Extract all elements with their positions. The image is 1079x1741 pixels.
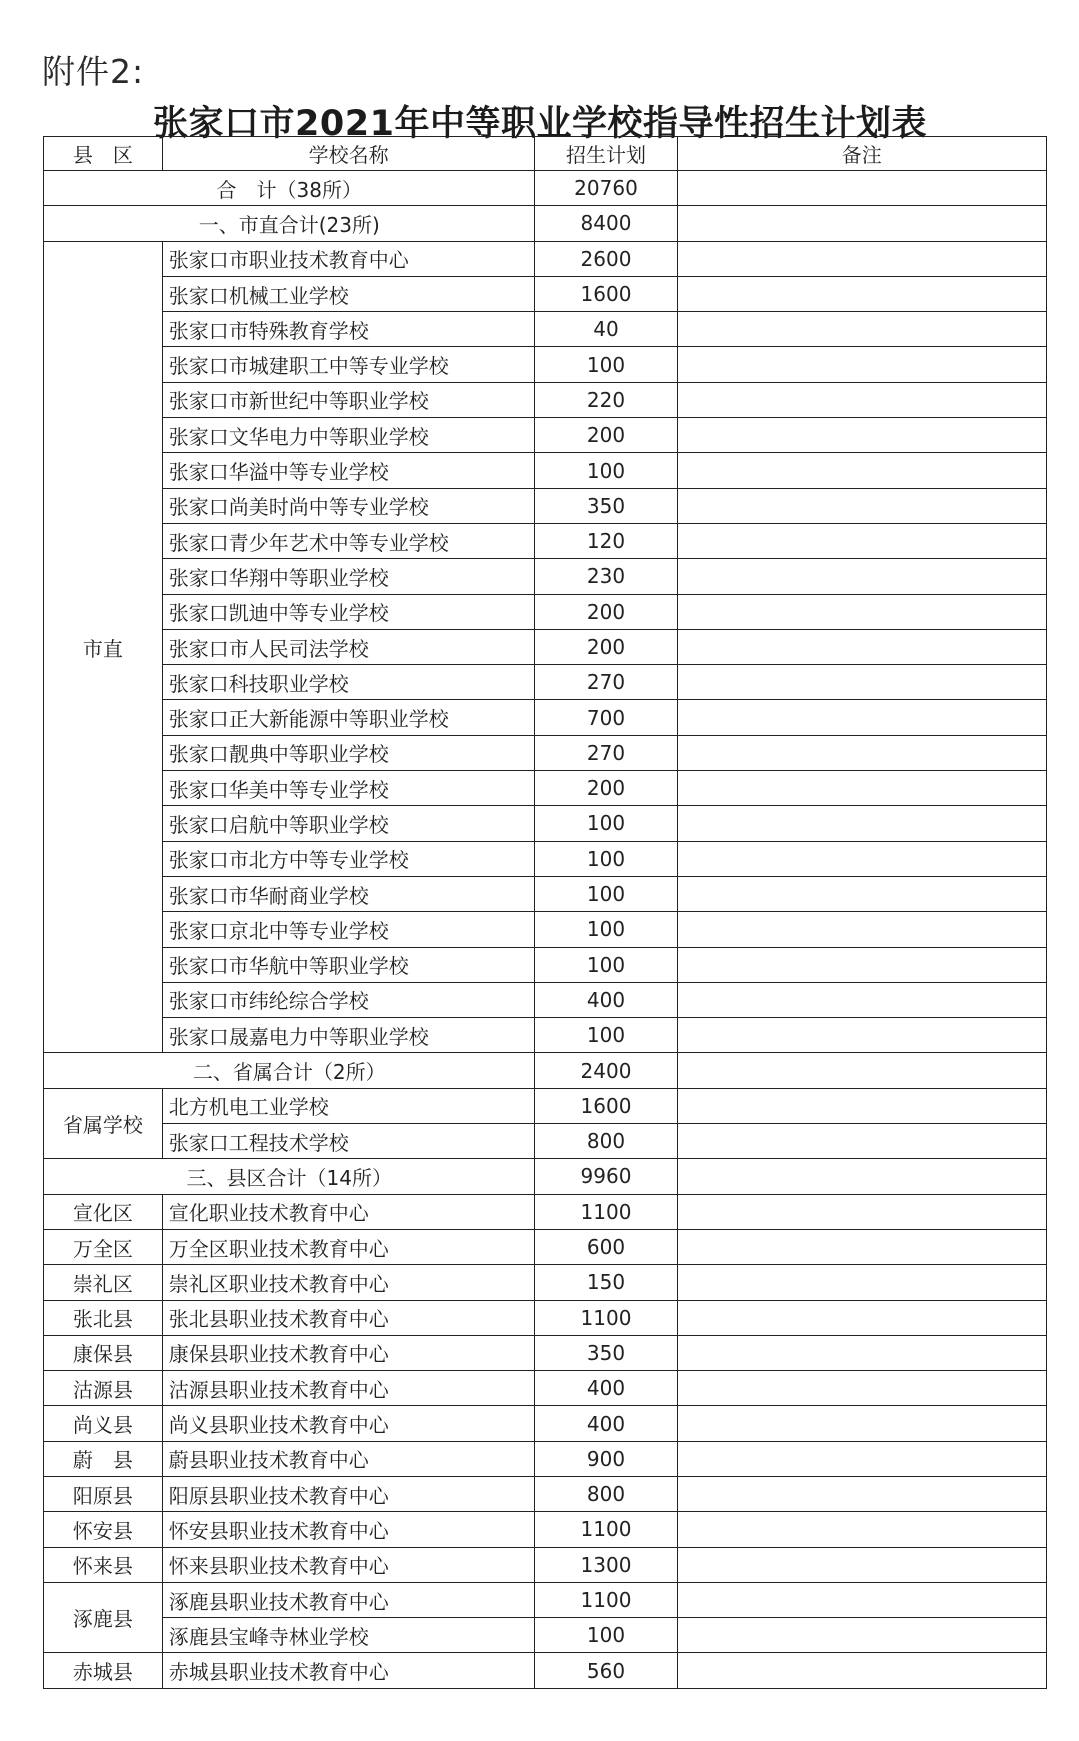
enrollment-plan: 270 (535, 665, 677, 700)
remarks-cell (677, 1512, 1047, 1547)
school-name: 张家口启航中等职业学校 (162, 806, 535, 841)
school-row (44, 1088, 1047, 1123)
enrollment-plan: 200 (535, 418, 677, 453)
document-title: 张家口市2021年中等职业学校指导性招生计划表 (153, 104, 927, 144)
school-row (44, 594, 1047, 629)
remarks-cell (677, 523, 1047, 558)
enrollment-plan: 120 (535, 523, 677, 558)
school-name: 张家口市北方中等专业学校 (162, 841, 535, 876)
school-name: 张北县职业技术教育中心 (162, 1300, 535, 1335)
remarks-cell (677, 912, 1047, 947)
school-name: 张家口市华耐商业学校 (162, 876, 535, 911)
school-row (44, 700, 1047, 735)
county-cell: 市直 (44, 241, 163, 1053)
school-name: 怀安县职业技术教育中心 (162, 1512, 535, 1547)
remarks-cell (677, 700, 1047, 735)
school-row (44, 982, 1047, 1017)
enrollment-plan: 100 (535, 1018, 677, 1053)
school-row (44, 629, 1047, 664)
remarks-cell (677, 1159, 1047, 1194)
enrollment-plan: 2600 (535, 241, 677, 276)
school-row (44, 806, 1047, 841)
enrollment-plan: 100 (535, 947, 677, 982)
school-name: 张家口市特殊教育学校 (162, 312, 535, 347)
school-row (44, 1618, 1047, 1653)
table-body (44, 171, 1047, 1689)
county-cell: 省属学校 (44, 1088, 163, 1159)
table-header-row (44, 137, 1047, 171)
enrollment-plan: 200 (535, 594, 677, 629)
remarks-cell (677, 276, 1047, 311)
county-cell: 张北县 (44, 1300, 163, 1335)
enrollment-plan: 40 (535, 312, 677, 347)
remarks-cell (677, 1088, 1047, 1123)
school-name: 宣化职业技术教育中心 (162, 1194, 535, 1229)
remarks-cell (677, 206, 1047, 241)
remarks-cell (677, 1547, 1047, 1582)
remarks-cell (677, 665, 1047, 700)
remarks-cell (677, 241, 1047, 276)
enrollment-plan: 1100 (535, 1194, 677, 1229)
county-cell: 怀安县 (44, 1512, 163, 1547)
school-name: 北方机电工业学校 (162, 1088, 535, 1123)
remarks-cell (677, 347, 1047, 382)
school-row (44, 1265, 1047, 1300)
school-name: 赤城县职业技术教育中心 (162, 1653, 535, 1688)
enrollment-plan: 400 (535, 1406, 677, 1441)
enrollment-plan: 1300 (535, 1547, 677, 1582)
subtotal-row (44, 1053, 1047, 1088)
remarks-cell (677, 1476, 1047, 1511)
school-name: 张家口尚美时尚中等专业学校 (162, 488, 535, 523)
subtotal-plan: 9960 (535, 1159, 677, 1194)
enrollment-plan: 400 (535, 982, 677, 1017)
school-name: 张家口华美中等专业学校 (162, 771, 535, 806)
remarks-cell (677, 1406, 1047, 1441)
remarks-cell (677, 1335, 1047, 1370)
school-name: 张家口正大新能源中等职业学校 (162, 700, 535, 735)
county-cell: 涿鹿县 (44, 1582, 163, 1653)
school-name: 涿鹿县职业技术教育中心 (162, 1582, 535, 1617)
school-row (44, 418, 1047, 453)
school-name: 张家口市纬纶综合学校 (162, 982, 535, 1017)
remarks-cell (677, 171, 1047, 206)
school-row (44, 241, 1047, 276)
subtotal-label: 二、省属合计（2所） (44, 1053, 535, 1088)
subtotal-label: 三、县区合计（14所） (44, 1159, 535, 1194)
school-name: 张家口科技职业学校 (162, 665, 535, 700)
column-header-school-name: 学校名称 (162, 137, 535, 171)
school-name: 张家口市人民司法学校 (162, 629, 535, 664)
enrollment-plan: 100 (535, 876, 677, 911)
school-name: 张家口凯迪中等专业学校 (162, 594, 535, 629)
school-name: 张家口机械工业学校 (162, 276, 535, 311)
school-row (44, 559, 1047, 594)
school-row (44, 1547, 1047, 1582)
school-row (44, 1371, 1047, 1406)
enrollment-plan: 600 (535, 1229, 677, 1264)
school-row (44, 488, 1047, 523)
enrollment-plan: 100 (535, 841, 677, 876)
enrollment-plan: 700 (535, 700, 677, 735)
column-header-remarks: 备注 (677, 137, 1047, 171)
remarks-cell (677, 453, 1047, 488)
enrollment-plan: 800 (535, 1124, 677, 1159)
remarks-cell (677, 806, 1047, 841)
school-row (44, 841, 1047, 876)
column-header-county: 县 区 (44, 137, 163, 171)
subtotal-label: 一、市直合计(23所) (44, 206, 535, 241)
school-name: 涿鹿县宝峰寺林业学校 (162, 1618, 535, 1653)
remarks-cell (677, 1229, 1047, 1264)
county-cell: 沽源县 (44, 1371, 163, 1406)
county-cell: 赤城县 (44, 1653, 163, 1688)
county-cell: 怀来县 (44, 1547, 163, 1582)
remarks-cell (677, 876, 1047, 911)
school-row (44, 1406, 1047, 1441)
enrollment-plan: 1600 (535, 276, 677, 311)
enrollment-plan: 350 (535, 1335, 677, 1370)
school-name: 怀来县职业技术教育中心 (162, 1547, 535, 1582)
school-row (44, 947, 1047, 982)
remarks-cell (677, 382, 1047, 417)
school-name: 张家口靓典中等职业学校 (162, 735, 535, 770)
school-name: 张家口华翔中等职业学校 (162, 559, 535, 594)
enrollment-plan: 1100 (535, 1512, 677, 1547)
subtotal-plan: 2400 (535, 1053, 677, 1088)
school-row (44, 1300, 1047, 1335)
remarks-cell (677, 559, 1047, 594)
subtotal-row (44, 1159, 1047, 1194)
enrollment-plan: 230 (535, 559, 677, 594)
school-name: 尚义县职业技术教育中心 (162, 1406, 535, 1441)
remarks-cell (677, 735, 1047, 770)
county-cell: 康保县 (44, 1335, 163, 1370)
remarks-cell (677, 841, 1047, 876)
enrollment-plan: 270 (535, 735, 677, 770)
grand-total-label: 合 计（38所） (44, 171, 535, 206)
remarks-cell (677, 1265, 1047, 1300)
county-cell: 尚义县 (44, 1406, 163, 1441)
school-row (44, 912, 1047, 947)
enrollment-plan: 400 (535, 1371, 677, 1406)
remarks-cell (677, 1582, 1047, 1617)
school-name: 张家口晟嘉电力中等职业学校 (162, 1018, 535, 1053)
school-name: 张家口青少年艺术中等专业学校 (162, 523, 535, 558)
remarks-cell (677, 1194, 1047, 1229)
enrollment-plan: 150 (535, 1265, 677, 1300)
school-row (44, 1194, 1047, 1229)
remarks-cell (677, 1441, 1047, 1476)
school-name: 崇礼区职业技术教育中心 (162, 1265, 535, 1300)
school-row (44, 312, 1047, 347)
school-name: 阳原县职业技术教育中心 (162, 1476, 535, 1511)
school-row (44, 1582, 1047, 1617)
school-row (44, 1653, 1047, 1688)
subtotal-row (44, 206, 1047, 241)
school-name: 张家口华溢中等专业学校 (162, 453, 535, 488)
school-row (44, 876, 1047, 911)
school-name: 蔚县职业技术教育中心 (162, 1441, 535, 1476)
county-cell: 万全区 (44, 1229, 163, 1264)
column-header-enrollment-plan: 招生计划 (535, 137, 677, 171)
county-cell: 崇礼区 (44, 1265, 163, 1300)
enrollment-plan: 900 (535, 1441, 677, 1476)
school-row (44, 1229, 1047, 1264)
school-name: 张家口市华航中等职业学校 (162, 947, 535, 982)
school-row (44, 1018, 1047, 1053)
enrollment-plan: 350 (535, 488, 677, 523)
school-row (44, 347, 1047, 382)
school-name: 沽源县职业技术教育中心 (162, 1371, 535, 1406)
school-name: 张家口市城建职工中等专业学校 (162, 347, 535, 382)
subtotal-plan: 8400 (535, 206, 677, 241)
remarks-cell (677, 418, 1047, 453)
enrollment-plan-table (43, 136, 1047, 1689)
school-row (44, 735, 1047, 770)
school-row (44, 1476, 1047, 1511)
enrollment-plan: 1100 (535, 1300, 677, 1335)
school-name: 张家口市职业技术教育中心 (162, 241, 535, 276)
remarks-cell (677, 1618, 1047, 1653)
remarks-cell (677, 1018, 1047, 1053)
remarks-cell (677, 1371, 1047, 1406)
remarks-cell (677, 312, 1047, 347)
remarks-cell (677, 1124, 1047, 1159)
enrollment-plan: 100 (535, 912, 677, 947)
enrollment-plan: 100 (535, 1618, 677, 1653)
remarks-cell (677, 1053, 1047, 1088)
school-row (44, 1335, 1047, 1370)
remarks-cell (677, 947, 1047, 982)
school-name: 张家口市新世纪中等职业学校 (162, 382, 535, 417)
enrollment-plan: 200 (535, 629, 677, 664)
enrollment-plan: 220 (535, 382, 677, 417)
grand-total-plan: 20760 (535, 171, 677, 206)
enrollment-plan: 560 (535, 1653, 677, 1688)
county-cell: 宣化区 (44, 1194, 163, 1229)
remarks-cell (677, 488, 1047, 523)
remarks-cell (677, 982, 1047, 1017)
attachment-label: 附件2: (42, 52, 145, 91)
school-row (44, 523, 1047, 558)
enrollment-plan: 100 (535, 453, 677, 488)
school-row (44, 276, 1047, 311)
school-row (44, 665, 1047, 700)
enrollment-plan: 1100 (535, 1582, 677, 1617)
remarks-cell (677, 594, 1047, 629)
school-row (44, 382, 1047, 417)
school-name: 万全区职业技术教育中心 (162, 1229, 535, 1264)
school-name: 康保县职业技术教育中心 (162, 1335, 535, 1370)
remarks-cell (677, 629, 1047, 664)
school-row (44, 771, 1047, 806)
enrollment-plan: 1600 (535, 1088, 677, 1123)
school-row (44, 1124, 1047, 1159)
enrollment-plan: 100 (535, 806, 677, 841)
school-name: 张家口京北中等专业学校 (162, 912, 535, 947)
county-cell: 蔚 县 (44, 1441, 163, 1476)
school-name: 张家口工程技术学校 (162, 1124, 535, 1159)
county-cell: 阳原县 (44, 1476, 163, 1511)
enrollment-plan: 800 (535, 1476, 677, 1511)
school-row (44, 1512, 1047, 1547)
enrollment-plan: 100 (535, 347, 677, 382)
enrollment-plan: 200 (535, 771, 677, 806)
school-row (44, 1441, 1047, 1476)
grand-total-row (44, 171, 1047, 206)
remarks-cell (677, 771, 1047, 806)
remarks-cell (677, 1300, 1047, 1335)
school-row (44, 453, 1047, 488)
remarks-cell (677, 1653, 1047, 1688)
school-name: 张家口文华电力中等职业学校 (162, 418, 535, 453)
